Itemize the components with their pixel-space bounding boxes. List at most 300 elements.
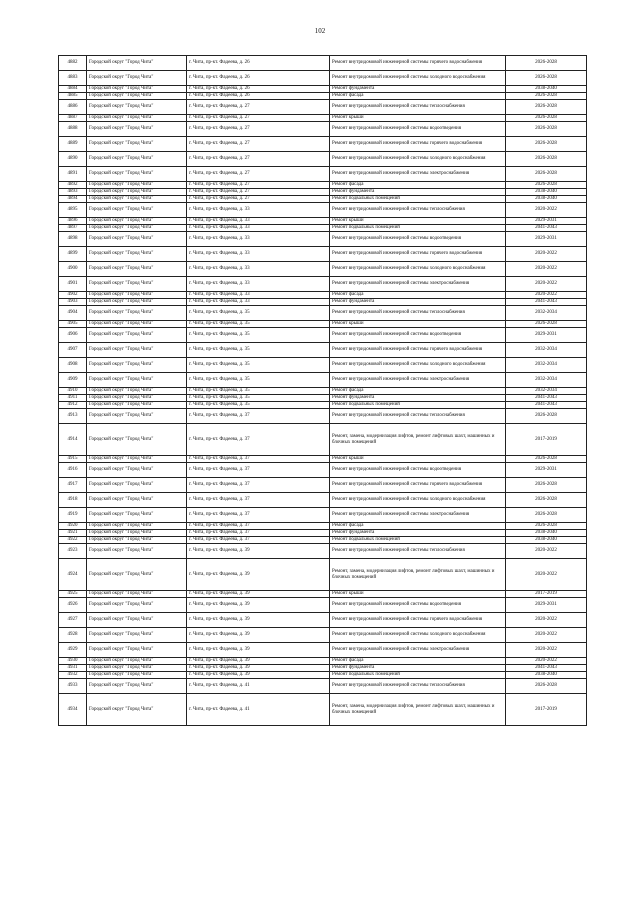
work-type-cell: Ремонт, замена, модернизация лифтов, ремонт лифтовых шахт, машинных и блочных помещений [330, 694, 506, 726]
period-cell: 2020-2022 [506, 277, 587, 292]
municipality-cell: Городской округ "Город Чита" [87, 672, 187, 679]
period-cell: 2032-2034 [506, 388, 587, 395]
row-number-cell: 4895 [59, 203, 87, 218]
period-cell: 2020-2022 [506, 628, 587, 643]
address-cell: г. Чита, пр-кт. Фадеева, д. 35 [187, 343, 330, 358]
table-row [59, 456, 587, 463]
municipality-cell: Городской округ "Город Чита" [87, 388, 187, 395]
period-cell: 2020-2022 [506, 292, 587, 299]
work-type-cell: Ремонт внутридомовой инженерной системы горячего водоснабжения [330, 247, 506, 262]
row-number-cell: 4920 [59, 523, 87, 530]
row-number-cell: 4885 [59, 93, 87, 100]
work-type-cell: Ремонт внутридомовой инженерной системы горячего водоснабжения [330, 56, 506, 71]
address-cell: г. Чита, пр-кт. Фадеева, д. 27 [187, 167, 330, 182]
row-number-cell: 4899 [59, 247, 87, 262]
table-row [59, 463, 587, 478]
row-number-cell: 4882 [59, 56, 87, 71]
address-cell: г. Чита, пр-кт. Фадеева, д. 33 [187, 292, 330, 299]
table-row [59, 613, 587, 628]
period-cell: 2017-2019 [506, 591, 587, 598]
row-number-cell: 4903 [59, 299, 87, 306]
municipality-cell: Городской округ "Город Чита" [87, 71, 187, 86]
table-row [59, 694, 587, 726]
period-cell: 2026-2028 [506, 508, 587, 523]
table-row [59, 232, 587, 247]
work-type-cell: Ремонт, замена, модернизация лифтов, ремонт лифтовых шахт, машинных и блочных помещений [330, 424, 506, 456]
table-row [59, 306, 587, 321]
work-type-cell: Ремонт внутридомовой инженерной системы теплоснабжения [330, 100, 506, 115]
address-cell: г. Чита, пр-кт. Фадеева, д. 27 [187, 152, 330, 167]
work-type-cell: Ремонт внутридомовой инженерной системы водоотведения [330, 232, 506, 247]
row-number-cell: 4933 [59, 679, 87, 694]
address-cell: г. Чита, пр-кт. Фадеева, д. 27 [187, 182, 330, 189]
work-type-cell: Ремонт фасада [330, 182, 506, 189]
municipality-cell: Городской округ "Город Чита" [87, 182, 187, 189]
municipality-cell: Городской округ "Город Чита" [87, 189, 187, 196]
address-cell: г. Чита, пр-кт. Фадеева, д. 27 [187, 100, 330, 115]
row-number-cell: 4886 [59, 100, 87, 115]
address-cell: г. Чита, пр-кт. Фадеева, д. 33 [187, 218, 330, 225]
address-cell: г. Чита, пр-кт. Фадеева, д. 39 [187, 628, 330, 643]
municipality-cell: Городской округ "Город Чита" [87, 100, 187, 115]
municipality-cell: Городской округ "Город Чита" [87, 508, 187, 523]
period-cell: 2038-2040 [506, 537, 587, 544]
municipality-cell: Городской округ "Город Чита" [87, 628, 187, 643]
row-number-cell: 4893 [59, 189, 87, 196]
work-type-cell: Ремонт фундамента [330, 189, 506, 196]
table-row [59, 544, 587, 559]
row-number-cell: 4934 [59, 694, 87, 726]
row-number-cell: 4914 [59, 424, 87, 456]
work-type-cell: Ремонт фундамента [330, 299, 506, 306]
table-row [59, 247, 587, 262]
period-cell: 2026-2028 [506, 115, 587, 122]
municipality-cell: Городской округ "Город Чита" [87, 373, 187, 388]
work-type-cell: Ремонт внутридомовой инженерной системы горячего водоснабжения [330, 137, 506, 152]
period-cell: 2026-2028 [506, 182, 587, 189]
work-type-cell: Ремонт внутридомовой инженерной системы горячего водоснабжения [330, 343, 506, 358]
municipality-cell: Городской округ "Город Чита" [87, 395, 187, 402]
address-cell: г. Чита, пр-кт. Фадеева, д. 33 [187, 299, 330, 306]
address-cell: г. Чита, пр-кт. Фадеева, д. 35 [187, 373, 330, 388]
municipality-cell: Городской округ "Город Чита" [87, 544, 187, 559]
row-number-cell: 4905 [59, 321, 87, 328]
row-number-cell: 4926 [59, 598, 87, 613]
row-number-cell: 4930 [59, 658, 87, 665]
address-cell: г. Чита, пр-кт. Фадеева, д. 37 [187, 463, 330, 478]
address-cell: г. Чита, пр-кт. Фадеева, д. 41 [187, 694, 330, 726]
row-number-cell: 4929 [59, 643, 87, 658]
period-cell: 2041-2043 [506, 299, 587, 306]
address-cell: г. Чита, пр-кт. Фадеева, д. 35 [187, 388, 330, 395]
work-type-cell: Ремонт внутридомовой инженерной системы электроснабжения [330, 277, 506, 292]
work-type-cell: Ремонт фасада [330, 523, 506, 530]
address-cell: г. Чита, пр-кт. Фадеева, д. 33 [187, 247, 330, 262]
period-cell: 2029-2031 [506, 598, 587, 613]
row-number-cell: 4918 [59, 493, 87, 508]
row-number-cell: 4891 [59, 167, 87, 182]
address-cell: г. Чита, пр-кт. Фадеева, д. 37 [187, 478, 330, 493]
table-row [59, 591, 587, 598]
row-number-cell: 4902 [59, 292, 87, 299]
table-row [59, 328, 587, 343]
work-type-cell: Ремонт крыши [330, 321, 506, 328]
work-type-cell: Ремонт фасада [330, 292, 506, 299]
work-type-cell: Ремонт внутридомовой инженерной системы водоотведения [330, 463, 506, 478]
address-cell: г. Чита, пр-кт. Фадеева, д. 33 [187, 203, 330, 218]
period-cell: 2020-2022 [506, 544, 587, 559]
period-cell: 2020-2022 [506, 203, 587, 218]
period-cell: 2026-2028 [506, 679, 587, 694]
row-number-cell: 4922 [59, 537, 87, 544]
table-row [59, 137, 587, 152]
table-row [59, 523, 587, 530]
work-type-cell: Ремонт внутридомовой инженерной системы электроснабжения [330, 167, 506, 182]
work-type-cell: Ремонт подвальных помещений [330, 537, 506, 544]
row-number-cell: 4910 [59, 388, 87, 395]
table-row [59, 409, 587, 424]
municipality-cell: Городской округ "Город Чита" [87, 694, 187, 726]
address-cell: г. Чита, пр-кт. Фадеева, д. 39 [187, 559, 330, 591]
period-cell: 2038-2040 [506, 672, 587, 679]
work-type-cell: Ремонт фундамента [330, 665, 506, 672]
municipality-cell: Городской округ "Город Чита" [87, 137, 187, 152]
municipality-cell: Городской округ "Город Чита" [87, 478, 187, 493]
work-type-cell: Ремонт подвальных помещений [330, 225, 506, 232]
work-type-cell: Ремонт внутридомовой инженерной системы водоотведения [330, 122, 506, 137]
table-row [59, 292, 587, 299]
address-cell: г. Чита, пр-кт. Фадеева, д. 39 [187, 591, 330, 598]
period-cell: 2026-2028 [506, 71, 587, 86]
table-row [59, 343, 587, 358]
work-type-cell: Ремонт внутридомовой инженерной системы холодного водоснабжения [330, 262, 506, 277]
period-cell: 2026-2028 [506, 122, 587, 137]
period-cell: 2026-2028 [506, 152, 587, 167]
municipality-cell: Городской округ "Город Чита" [87, 679, 187, 694]
row-number-cell: 4917 [59, 478, 87, 493]
address-cell: г. Чита, пр-кт. Фадеева, д. 39 [187, 598, 330, 613]
work-type-cell: Ремонт фасада [330, 658, 506, 665]
address-cell: г. Чита, пр-кт. Фадеева, д. 35 [187, 306, 330, 321]
period-cell: 2029-2031 [506, 232, 587, 247]
period-cell: 2020-2022 [506, 559, 587, 591]
table-row [59, 115, 587, 122]
row-number-cell: 4931 [59, 665, 87, 672]
work-type-cell: Ремонт крыши [330, 456, 506, 463]
work-type-cell: Ремонт фасада [330, 388, 506, 395]
row-number-cell: 4892 [59, 182, 87, 189]
table-row [59, 225, 587, 232]
period-cell: 2029-2031 [506, 328, 587, 343]
repair-schedule-table [58, 55, 587, 726]
table-row [59, 373, 587, 388]
period-cell: 2026-2028 [506, 478, 587, 493]
period-cell: 2032-2034 [506, 306, 587, 321]
row-number-cell: 4889 [59, 137, 87, 152]
period-cell: 2029-2031 [506, 463, 587, 478]
row-number-cell: 4897 [59, 225, 87, 232]
table-row [59, 189, 587, 196]
address-cell: г. Чита, пр-кт. Фадеева, д. 37 [187, 537, 330, 544]
work-type-cell: Ремонт подвальных помещений [330, 196, 506, 203]
row-number-cell: 4928 [59, 628, 87, 643]
row-number-cell: 4898 [59, 232, 87, 247]
table-row [59, 321, 587, 328]
address-cell: г. Чита, пр-кт. Фадеева, д. 26 [187, 93, 330, 100]
address-cell: г. Чита, пр-кт. Фадеева, д. 27 [187, 189, 330, 196]
municipality-cell: Городской округ "Город Чита" [87, 665, 187, 672]
municipality-cell: Городской округ "Город Чита" [87, 613, 187, 628]
period-cell: 2041-2043 [506, 402, 587, 409]
period-cell: 2020-2022 [506, 262, 587, 277]
table-row [59, 672, 587, 679]
work-type-cell: Ремонт внутридомовой инженерной системы водоотведения [330, 598, 506, 613]
table-row [59, 395, 587, 402]
row-number-cell: 4908 [59, 358, 87, 373]
address-cell: г. Чита, пр-кт. Фадеева, д. 33 [187, 225, 330, 232]
work-type-cell: Ремонт внутридомовой инженерной системы водоотведения [330, 328, 506, 343]
row-number-cell: 4901 [59, 277, 87, 292]
table-row [59, 122, 587, 137]
work-type-cell: Ремонт крыши [330, 591, 506, 598]
municipality-cell: Городской округ "Город Чита" [87, 299, 187, 306]
period-cell: 2026-2028 [506, 100, 587, 115]
work-type-cell: Ремонт внутридомовой инженерной системы электроснабжения [330, 508, 506, 523]
row-number-cell: 4904 [59, 306, 87, 321]
row-number-cell: 4888 [59, 122, 87, 137]
address-cell: г. Чита, пр-кт. Фадеева, д. 26 [187, 71, 330, 86]
table-row [59, 93, 587, 100]
period-cell: 2017-2019 [506, 424, 587, 456]
period-cell: 2020-2022 [506, 613, 587, 628]
row-number-cell: 4884 [59, 86, 87, 93]
address-cell: г. Чита, пр-кт. Фадеева, д. 39 [187, 613, 330, 628]
table-row [59, 358, 587, 373]
period-cell: 2032-2034 [506, 373, 587, 388]
work-type-cell: Ремонт подвальных помещений [330, 672, 506, 679]
period-cell: 2017-2019 [506, 694, 587, 726]
table-row [59, 262, 587, 277]
period-cell: 2029-2031 [506, 218, 587, 225]
municipality-cell: Городской округ "Город Чита" [87, 328, 187, 343]
address-cell: г. Чита, пр-кт. Фадеева, д. 35 [187, 395, 330, 402]
address-cell: г. Чита, пр-кт. Фадеева, д. 37 [187, 424, 330, 456]
work-type-cell: Ремонт внутридомовой инженерной системы холодного водоснабжения [330, 358, 506, 373]
period-cell: 2038-2040 [506, 530, 587, 537]
table-row [59, 196, 587, 203]
municipality-cell: Городской округ "Город Чита" [87, 530, 187, 537]
municipality-cell: Городской округ "Город Чита" [87, 598, 187, 613]
work-type-cell: Ремонт подвальных помещений [330, 402, 506, 409]
address-cell: г. Чита, пр-кт. Фадеева, д. 37 [187, 493, 330, 508]
municipality-cell: Городской округ "Город Чита" [87, 321, 187, 328]
row-number-cell: 4925 [59, 591, 87, 598]
address-cell: г. Чита, пр-кт. Фадеева, д. 35 [187, 328, 330, 343]
municipality-cell: Городской округ "Город Чита" [87, 559, 187, 591]
period-cell: 2026-2028 [506, 137, 587, 152]
table-row [59, 628, 587, 643]
period-cell: 2038-2040 [506, 196, 587, 203]
table-row [59, 167, 587, 182]
address-cell: г. Чита, пр-кт. Фадеева, д. 39 [187, 665, 330, 672]
municipality-cell: Городской округ "Город Чита" [87, 56, 187, 71]
period-cell: 2038-2040 [506, 189, 587, 196]
municipality-cell: Городской округ "Город Чита" [87, 203, 187, 218]
address-cell: г. Чита, пр-кт. Фадеева, д. 33 [187, 262, 330, 277]
table-row [59, 537, 587, 544]
work-type-cell: Ремонт фасада [330, 93, 506, 100]
address-cell: г. Чита, пр-кт. Фадеева, д. 27 [187, 115, 330, 122]
address-cell: г. Чита, пр-кт. Фадеева, д. 41 [187, 679, 330, 694]
table-row [59, 277, 587, 292]
address-cell: г. Чита, пр-кт. Фадеева, д. 33 [187, 277, 330, 292]
row-number-cell: 4932 [59, 672, 87, 679]
address-cell: г. Чита, пр-кт. Фадеева, д. 35 [187, 321, 330, 328]
work-type-cell: Ремонт внутридомовой инженерной системы теплоснабжения [330, 679, 506, 694]
municipality-cell: Городской округ "Город Чита" [87, 277, 187, 292]
municipality-cell: Городской округ "Город Чита" [87, 402, 187, 409]
period-cell: 2041-2043 [506, 225, 587, 232]
municipality-cell: Городской округ "Город Чита" [87, 523, 187, 530]
period-cell: 2026-2028 [506, 56, 587, 71]
row-number-cell: 4894 [59, 196, 87, 203]
municipality-cell: Городской округ "Город Чита" [87, 93, 187, 100]
address-cell: г. Чита, пр-кт. Фадеева, д. 37 [187, 523, 330, 530]
work-type-cell: Ремонт внутридомовой инженерной системы холодного водоснабжения [330, 71, 506, 86]
table-row [59, 493, 587, 508]
municipality-cell: Городской округ "Город Чита" [87, 343, 187, 358]
municipality-cell: Городской округ "Город Чита" [87, 306, 187, 321]
period-cell: 2026-2028 [506, 93, 587, 100]
work-type-cell: Ремонт внутридомовой инженерной системы холодного водоснабжения [330, 628, 506, 643]
address-cell: г. Чита, пр-кт. Фадеева, д. 27 [187, 122, 330, 137]
table-row [59, 203, 587, 218]
row-number-cell: 4923 [59, 544, 87, 559]
municipality-cell: Городской округ "Город Чита" [87, 292, 187, 299]
row-number-cell: 4916 [59, 463, 87, 478]
table-row [59, 182, 587, 189]
period-cell: 2041-2043 [506, 665, 587, 672]
address-cell: г. Чита, пр-кт. Фадеева, д. 37 [187, 456, 330, 463]
period-cell: 2026-2028 [506, 167, 587, 182]
municipality-cell: Городской округ "Город Чита" [87, 247, 187, 262]
table-row [59, 559, 587, 591]
table-row [59, 665, 587, 672]
row-number-cell: 4887 [59, 115, 87, 122]
address-cell: г. Чита, пр-кт. Фадеева, д. 37 [187, 409, 330, 424]
address-cell: г. Чита, пр-кт. Фадеева, д. 27 [187, 137, 330, 152]
period-cell: 2020-2022 [506, 643, 587, 658]
table-row [59, 218, 587, 225]
municipality-cell: Городской округ "Город Чита" [87, 218, 187, 225]
work-type-cell: Ремонт, замена, модернизация лифтов, ремонт лифтовых шахт, машинных и блочных помещений [330, 559, 506, 591]
work-type-cell: Ремонт фундамента [330, 395, 506, 402]
municipality-cell: Городской округ "Город Чита" [87, 456, 187, 463]
period-cell: 2026-2028 [506, 321, 587, 328]
municipality-cell: Городской округ "Город Чита" [87, 409, 187, 424]
table-row [59, 86, 587, 93]
table-row [59, 679, 587, 694]
address-cell: г. Чита, пр-кт. Фадеева, д. 35 [187, 358, 330, 373]
table-row [59, 598, 587, 613]
row-number-cell: 4912 [59, 402, 87, 409]
row-number-cell: 4906 [59, 328, 87, 343]
address-cell: г. Чита, пр-кт. Фадеева, д. 37 [187, 508, 330, 523]
address-cell: г. Чита, пр-кт. Фадеева, д. 39 [187, 643, 330, 658]
work-type-cell: Ремонт фундамента [330, 86, 506, 93]
period-cell: 2026-2028 [506, 456, 587, 463]
municipality-cell: Городской округ "Город Чита" [87, 658, 187, 665]
table-row [59, 56, 587, 71]
table-row [59, 530, 587, 537]
row-number-cell: 4911 [59, 395, 87, 402]
address-cell: г. Чита, пр-кт. Фадеева, д. 35 [187, 402, 330, 409]
work-type-cell: Ремонт внутридомовой инженерной системы теплоснабжения [330, 544, 506, 559]
municipality-cell: Городской округ "Город Чита" [87, 225, 187, 232]
municipality-cell: Городской округ "Город Чита" [87, 152, 187, 167]
table-row [59, 388, 587, 395]
work-type-cell: Ремонт внутридомовой инженерной системы горячего водоснабжения [330, 613, 506, 628]
municipality-cell: Городской округ "Город Чита" [87, 167, 187, 182]
row-number-cell: 4890 [59, 152, 87, 167]
municipality-cell: Городской округ "Город Чита" [87, 358, 187, 373]
period-cell: 2026-2028 [506, 523, 587, 530]
table-row [59, 508, 587, 523]
period-cell: 2026-2028 [506, 409, 587, 424]
municipality-cell: Городской округ "Город Чита" [87, 537, 187, 544]
address-cell: г. Чита, пр-кт. Фадеева, д. 37 [187, 530, 330, 537]
work-type-cell: Ремонт крыши [330, 115, 506, 122]
period-cell: 2032-2034 [506, 343, 587, 358]
municipality-cell: Городской округ "Город Чита" [87, 591, 187, 598]
row-number-cell: 4900 [59, 262, 87, 277]
address-cell: г. Чита, пр-кт. Фадеева, д. 27 [187, 196, 330, 203]
row-number-cell: 4915 [59, 456, 87, 463]
page-number: 102 [314, 27, 326, 35]
table-row [59, 424, 587, 456]
period-cell: 2032-2034 [506, 358, 587, 373]
table-row [59, 402, 587, 409]
row-number-cell: 4921 [59, 530, 87, 537]
municipality-cell: Городской округ "Город Чита" [87, 115, 187, 122]
table-row [59, 299, 587, 306]
municipality-cell: Городской округ "Город Чита" [87, 86, 187, 93]
municipality-cell: Городской округ "Город Чита" [87, 122, 187, 137]
municipality-cell: Городской округ "Город Чита" [87, 643, 187, 658]
work-type-cell: Ремонт внутридомовой инженерной системы теплоснабжения [330, 203, 506, 218]
address-cell: г. Чита, пр-кт. Фадеева, д. 26 [187, 56, 330, 71]
table-row [59, 152, 587, 167]
address-cell: г. Чита, пр-кт. Фадеева, д. 26 [187, 86, 330, 93]
table-row [59, 478, 587, 493]
work-type-cell: Ремонт внутридомовой инженерной системы электроснабжения [330, 643, 506, 658]
row-number-cell: 4913 [59, 409, 87, 424]
period-cell: 2026-2028 [506, 493, 587, 508]
municipality-cell: Городской округ "Город Чита" [87, 424, 187, 456]
row-number-cell: 4907 [59, 343, 87, 358]
work-type-cell: Ремонт внутридомовой инженерной системы теплоснабжения [330, 306, 506, 321]
work-type-cell: Ремонт внутридомовой инженерной системы холодного водоснабжения [330, 493, 506, 508]
address-cell: г. Чита, пр-кт. Фадеева, д. 33 [187, 232, 330, 247]
period-cell: 2020-2022 [506, 247, 587, 262]
municipality-cell: Городской округ "Город Чита" [87, 463, 187, 478]
row-number-cell: 4909 [59, 373, 87, 388]
row-number-cell: 4919 [59, 508, 87, 523]
address-cell: г. Чита, пр-кт. Фадеева, д. 39 [187, 658, 330, 665]
table-row [59, 71, 587, 86]
work-type-cell: Ремонт внутридомовой инженерной системы электроснабжения [330, 373, 506, 388]
table-row [59, 100, 587, 115]
